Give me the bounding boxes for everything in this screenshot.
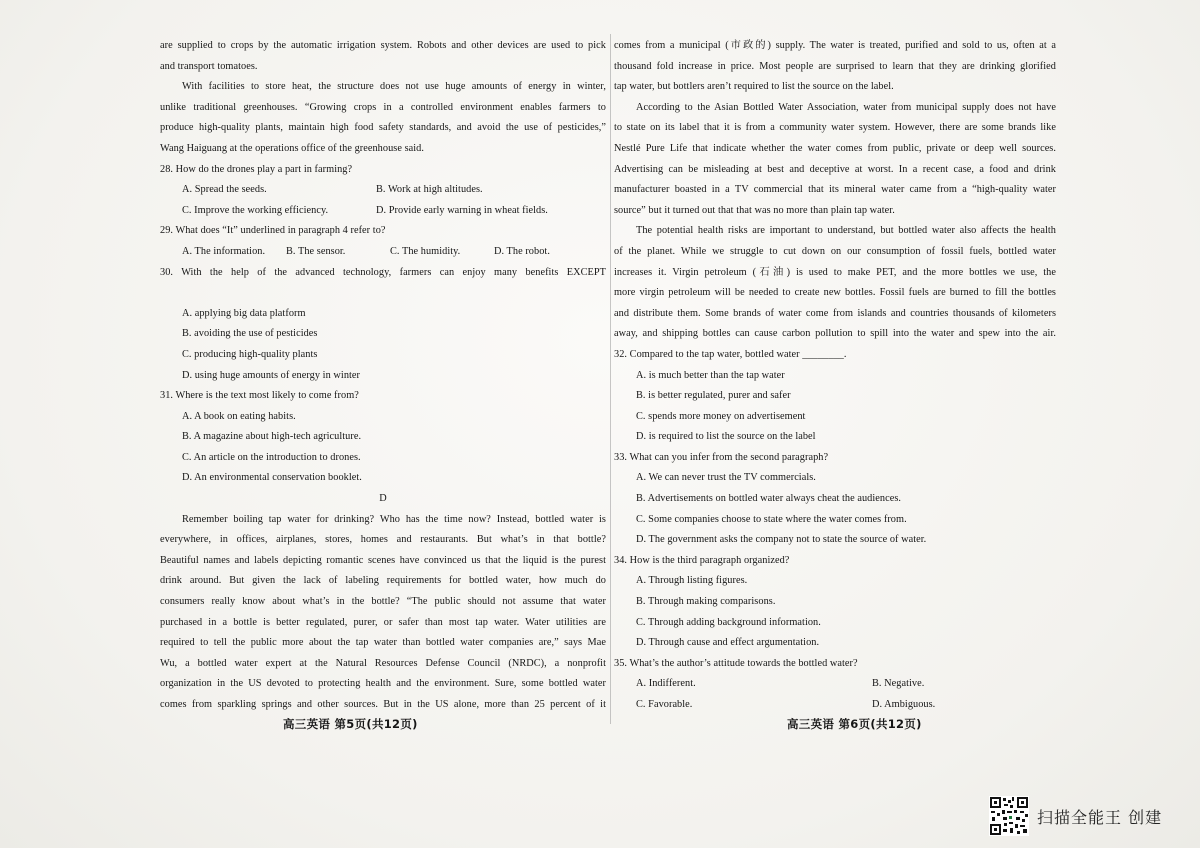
- option-b: B. The sensor.: [286, 245, 346, 257]
- option-a: A. applying big data platform: [182, 307, 306, 319]
- passage-line: are supplied to crops by the automatic irrigation system. Robots and other devices are used to pick: [160, 40, 606, 51]
- question-34-stem: 34. How is the third paragraph organized?: [614, 554, 790, 566]
- passage-line: According to the Asian Bottled Water Association, water from municipal supply does not have: [636, 101, 1056, 113]
- qr-code-icon: [989, 796, 1029, 836]
- option-b: B. Advertisements on bottled water always cheat the audiences.: [636, 493, 902, 505]
- question-35-options-row-1: [614, 674, 1056, 695]
- passage-line: The potential health risks are important to understand, but bottled water also affects the health: [636, 225, 1056, 237]
- passage-line: away, and shipping bottles can cause carbon pollution to spill into the water and spew into the air.: [614, 328, 1056, 340]
- option-c: C. The humidity.: [390, 245, 461, 257]
- passage-line: more virgin petroleum will be needed to create new bottles. Fossil fuels are burned to fill the bottles: [614, 287, 1056, 299]
- option-a: A. The information.: [182, 245, 266, 257]
- option-d: D. Ambiguous.: [872, 699, 936, 710]
- right-column: [614, 36, 1056, 716]
- page-footer-right: 高三英语 第6页(共12页): [787, 717, 922, 731]
- option-a: A. We can never trust the TV commercials.: [636, 472, 816, 484]
- passage-line: tap water, but bottlers aren’t required to list the source on the label.: [614, 81, 894, 93]
- option-c: C. Through adding background information.: [636, 616, 821, 628]
- section-heading: D: [379, 493, 387, 505]
- passage-line: and transport tomatoes.: [160, 60, 258, 72]
- option-b: B. avoiding the use of pesticides: [182, 328, 318, 340]
- option-c: C. Improve the working efficiency.: [182, 204, 329, 216]
- passage-line: thousand fold increase in price. Most people are surprised to learn that they are drinking glorified: [614, 60, 1056, 72]
- passage-line: With facilities to store heat, the structure does not use huge amounts of energy in winter,: [182, 81, 606, 93]
- question-35-options-row-2: [614, 695, 1056, 716]
- option-a: A. A book on eating habits.: [182, 410, 296, 422]
- passage-line: required to tell the public more about the tap water than bottled water companies are,” says Mae: [160, 637, 606, 649]
- scanner-watermark: [989, 796, 1162, 836]
- passage-line: increases it. Virgin petroleum (石油) is used to make PET, and the more bottles we use, the: [614, 266, 1056, 278]
- option-c: C. Some companies choose to state where the water comes from.: [636, 513, 907, 525]
- option-c: C. producing high-quality plants: [182, 348, 318, 360]
- option-d: D. The government asks the company not to state the source of water.: [636, 534, 927, 546]
- option-d: D. Provide early warning in wheat fields.: [376, 204, 548, 216]
- passage-line: Remember boiling tap water for drinking? Who has the time now? Instead, bottled water is: [182, 513, 606, 525]
- question-29-options: [160, 242, 606, 263]
- question-31-stem: 31. Where is the text most likely to come from?: [160, 390, 359, 402]
- option-c: C. An article on the introduction to drones.: [182, 451, 361, 463]
- option-b: B. is better regulated, purer and safer: [636, 390, 791, 402]
- passage-line: and distribute them. Some brands of water come from islands and countries thousands of kilometers: [614, 307, 1056, 319]
- passage-line: organization in the US devoted to protecting health and the environment. Sure, some bottled water: [160, 678, 606, 690]
- question-33-stem: 33. What can you infer from the second paragraph?: [614, 451, 829, 463]
- option-d: D. is required to list the source on the label: [636, 431, 816, 443]
- question-28-stem: 28. How do the drones play a part in farming?: [160, 163, 353, 175]
- option-d: D. using huge amounts of energy in winter: [182, 369, 361, 381]
- option-c: C. Favorable.: [636, 699, 693, 710]
- question-29-stem: 29. What does “It” underlined in paragraph 4 refer to?: [160, 225, 386, 237]
- blank-line: [160, 283, 606, 304]
- passage-line: to state on its label that it is from a community water system. However, there are some brands like: [614, 122, 1056, 134]
- left-column: [160, 36, 606, 716]
- option-a: A. Through listing figures.: [636, 575, 748, 587]
- passage-line: Advertising can be misleading at best and deceptive at worst. In a recent case, a food and drink: [614, 163, 1056, 175]
- question-28-options-row-2: [160, 201, 606, 222]
- passage-line: Wang Haiguang at the operations office of the greenhouse said.: [160, 142, 424, 154]
- passage-line: consumers really know about what’s in the bottle? “The public should not assume that water: [160, 596, 606, 608]
- passage-line: Wu, a bottled water expert at the Natural Resources Defense Council (NRDC), a nonprofit: [160, 657, 606, 669]
- passage-line: Nestlé Pure Life that indicate whether the water comes from public, private or deep well sources.: [614, 142, 1056, 154]
- page-footer-left: 高三英语 第5页(共12页): [283, 717, 418, 731]
- option-b: B. Work at high altitudes.: [376, 184, 483, 196]
- passage-line: Beautiful names and labels depicting romantic scenes have convinced us that the liquid is the purest: [160, 554, 606, 566]
- question-32-stem: 32. Compared to the tap water, bottled water ________.: [614, 348, 847, 360]
- question-30-stem: 30. With the help of the advanced technology, farmers can enjoy many benefits EXCEPT: [160, 266, 606, 278]
- option-c: C. spends more money on advertisement: [636, 410, 806, 422]
- passage-line: comes from a municipal (市政的) supply. The water is treated, purified and sold to us, often at a: [614, 40, 1056, 51]
- passage-line: of the planet. While we struggle to cut down on our consumption of fossil fuels, bottled water: [614, 245, 1056, 257]
- watermark-text: 扫描全能王 创建: [1037, 807, 1163, 827]
- passage-line: unlike traditional greenhouses. “Growing crops in a controlled environment enables farmers to: [160, 101, 606, 113]
- option-d: D. An environmental conservation booklet.: [182, 472, 362, 484]
- passage-line: source” but it turned out that that was no more than plain tap water.: [614, 204, 895, 216]
- option-b: B. A magazine about high-tech agriculture.: [182, 431, 362, 443]
- option-a: A. is much better than the tap water: [636, 369, 785, 381]
- passage-line: produce high-quality plants, maintain high food safety standards, and avoid the use of pesticides,”: [160, 122, 606, 134]
- option-a: A. Spread the seeds.: [182, 184, 267, 196]
- option-b: B. Through making comparisons.: [636, 596, 776, 608]
- question-28-options-row-1: [160, 180, 606, 201]
- passage-line: everywhere, in offices, airplanes, stores, homes and restaurants. But what’s in that bottle?: [160, 534, 606, 546]
- passage-line: manufacturer boasted in a TV commercial that its mineral water came from a “high-quality water: [614, 184, 1056, 196]
- passage-line: purchased in a bottle is better regulated, purer, or safer than most tap water. Water utilities are: [160, 616, 606, 628]
- option-a: A. Indifferent.: [636, 678, 696, 690]
- option-d: D. Through cause and effect argumentation.: [636, 637, 820, 649]
- passage-line: comes from sparkling springs and other sources. But in the US alone, more than 25 percent of it: [160, 699, 606, 710]
- option-b: B. Negative.: [872, 678, 925, 690]
- option-d: D. The robot.: [494, 245, 550, 257]
- question-35-stem: 35. What’s the author’s attitude towards the bottled water?: [614, 657, 858, 669]
- column-divider: [610, 34, 611, 724]
- passage-line: drink around. But given the lack of labeling requirements for bottled water, how much do: [160, 575, 606, 587]
